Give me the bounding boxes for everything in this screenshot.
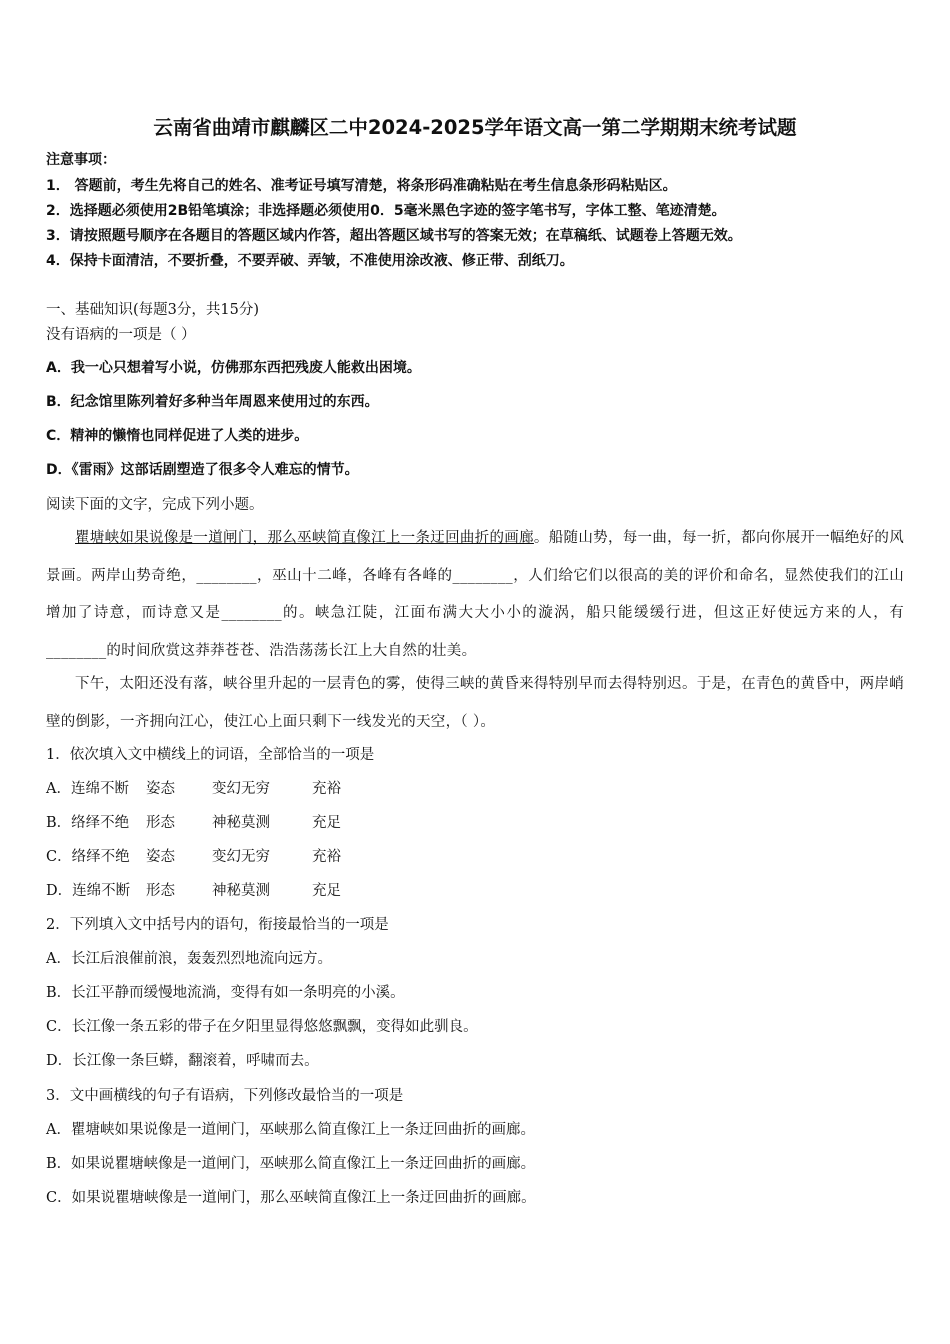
- option-c: [46, 847, 341, 867]
- reading-intro: 阅读下面的文字，完成下列小题。: [46, 497, 264, 513]
- section-heading: 一、基础知识(每题3分，共15分): [46, 302, 259, 318]
- option-word: 充裕: [312, 849, 341, 865]
- option-a: A．长江后浪催前浪，轰轰烈烈地流向远方。: [46, 951, 332, 967]
- question-stem: 1．依次填入文中横线上的词语，全部恰当的一项是: [46, 747, 375, 763]
- option-word: 充足: [312, 815, 341, 831]
- option-d: [46, 881, 341, 901]
- exam-title: 云南省曲靖市麒麟区二中2024-2025学年语文高一第二学期期末统考试题: [153, 116, 797, 139]
- option-c: C．长江像一条五彩的带子在夕阳里显得悠悠飘飘，变得如此驯良。: [46, 1019, 478, 1035]
- option-a: A．我一心只想着写小说，仿佛那东西把残废人能救出困境。: [46, 360, 421, 376]
- notice-heading: 注意事项：: [46, 152, 116, 168]
- notice-item: 4．保持卡面清洁，不要折叠，不要弄破、弄皱，不准使用涂改液、修正带、刮纸刀。: [46, 253, 574, 269]
- option-word: D．连绵不断: [46, 883, 131, 899]
- option-word: 变幻无穷: [212, 849, 270, 865]
- option-b: B．纪念馆里陈列着好多种当年周恩来使用过的东西。: [46, 394, 379, 410]
- notice-item: 3．请按照题号顺序在各题目的答题区域内作答，超出答题区域书写的答案无效；在草稿纸、试题卷上答题无效。: [46, 228, 742, 244]
- option-d: D．《雷雨》这部话剧塑造了很多令人难忘的情节。: [46, 462, 359, 478]
- passage-text: 。船随山势，每一曲，每一折，都向你展开一幅绝好的风景画。两岸山势奇绝，________，巫山十二峰，各峰有各峰的________，人们给它们以很高的美的评价和命名，显然使我们的江山增加了诗意，而诗意又是________的。峡急江陡，江面布满大大小小的漩涡，船只能缓缓行进，但这正好使远方来的人，有________的时间欣赏这莽莽苍苍、浩浩荡荡长江上大自然的壮美。: [46, 530, 905, 659]
- option-word: 充足: [312, 883, 341, 899]
- option-word: 姿态: [146, 781, 175, 797]
- option-word: 变幻无穷: [212, 781, 270, 797]
- option-c: C．如果说瞿塘峡像是一道闸门，那么巫峡简直像江上一条迂回曲折的画廊。: [46, 1190, 536, 1206]
- option-a: [46, 779, 341, 799]
- option-b: [46, 813, 341, 833]
- notice-item: 1． 答题前，考生先将自己的姓名、准考证号填写清楚，将条形码准确粘贴在考生信息条形码粘贴区。: [46, 178, 677, 194]
- question-stem: 3．文中画横线的句子有语病，下列修改最恰当的一项是: [46, 1088, 404, 1104]
- option-word: 形态: [146, 883, 175, 899]
- passage-paragraph-1: [46, 520, 904, 670]
- option-c: C．精神的懒惰也同样促进了人类的进步。: [46, 428, 309, 444]
- notice-item: 2．选择题必须使用2B铅笔填涂；非选择题必须使用0．5毫米黑色字迹的签字笔书写，字体工整、笔迹清楚。: [46, 203, 726, 219]
- option-word: 形态: [146, 815, 175, 831]
- option-word: 姿态: [146, 849, 175, 865]
- question-stem: 2．下列填入文中括号内的语句，衔接最恰当的一项是: [46, 917, 389, 933]
- option-word: 神秘莫测: [212, 815, 270, 831]
- question-stem: 没有语病的一项是（ ）: [46, 327, 196, 343]
- option-word: A．连绵不断: [46, 781, 129, 797]
- option-a: A．瞿塘峡如果说像是一道闸门，巫峡那么简直像江上一条迂回曲折的画廊。: [46, 1122, 535, 1138]
- option-word: C．络绎不绝: [46, 849, 130, 865]
- option-word: B．络绎不绝: [46, 815, 130, 831]
- option-word: 神秘莫测: [212, 883, 270, 899]
- option-word: 充裕: [312, 781, 341, 797]
- option-b: B．长江平静而缓慢地流淌，变得有如一条明亮的小溪。: [46, 985, 405, 1001]
- option-b: B．如果说瞿塘峡像是一道闸门，巫峡那么简直像江上一条迂回曲折的画廊。: [46, 1156, 536, 1172]
- underlined-sentence: 瞿塘峡如果说像是一道闸门，那么巫峡简直像江上一条迂回曲折的画廊: [75, 530, 534, 546]
- option-d: D．长江像一条巨蟒，翻滚着，呼啸而去。: [46, 1053, 319, 1069]
- passage-paragraph-2: 下午，太阳还没有落，峡谷里升起的一层青色的雾，使得三峡的黄昏来得特别早而去得特别迟。于是，在青色的黄昏中，两岸峭壁的倒影，一齐拥向江心，使江心上面只剩下一线发光的天空，（ ）。: [46, 676, 904, 730]
